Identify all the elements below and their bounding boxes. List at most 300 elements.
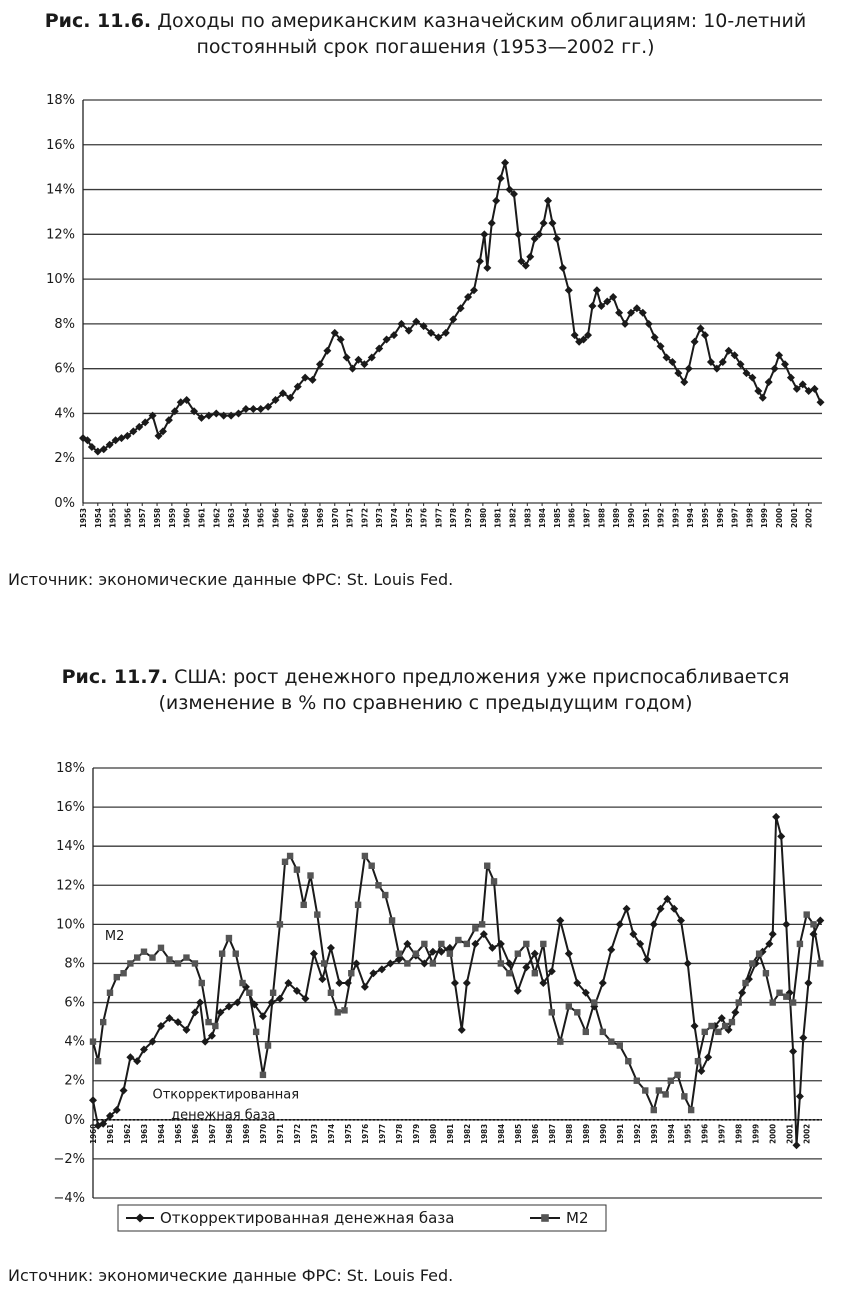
fig2-x-tick-label: 1999 (751, 1123, 761, 1144)
fig2-series-1-point (677, 916, 685, 924)
fig1-y-tick-label: 12% (46, 227, 75, 243)
fig2-series-2-point (608, 1038, 614, 1044)
m2-annotation: M2 (104, 929, 125, 944)
fig2-series-2-point (375, 882, 381, 888)
fig1-number: Рис. 11.6. (44, 10, 152, 32)
fig1-series-1-point (316, 360, 324, 368)
fig2-series-2-point (368, 863, 374, 869)
fig2-x-tick-label: 1983 (479, 1123, 489, 1144)
fig2-series-2-point (95, 1058, 101, 1064)
fig1-x-tick-label: 1953 (79, 508, 88, 529)
fig1-series-1-point (553, 235, 561, 243)
fig2-series-2-point (662, 1091, 668, 1097)
fig2-series-2-point (183, 954, 189, 960)
fig2-series-2-point (430, 960, 436, 966)
fig1-x-tick-label: 1959 (167, 508, 177, 529)
base-annotation-line1: Откорректированная (152, 1087, 300, 1103)
fig2-series-2-point (464, 941, 470, 947)
fig1-y-tick-label: 4% (54, 406, 75, 422)
fig1-title (0, 8, 851, 60)
fig2-x-tick-label: 1981 (445, 1123, 455, 1144)
fig1-series-1-point (765, 378, 773, 386)
fig2-y-tick-label: 16% (56, 800, 85, 816)
fig2-series-2-point (348, 970, 354, 976)
fig1-x-tick-label: 1998 (745, 508, 755, 529)
fig2-series-1-point (650, 920, 658, 928)
fig1-x-tick-label: 1958 (153, 508, 163, 529)
fig2-x-tick-label: 1967 (207, 1123, 217, 1144)
fig2-y-tick-label: 18% (56, 761, 85, 776)
fig1-series-1-point (249, 405, 257, 413)
fig1-x-tick-label: 1995 (701, 508, 711, 529)
fig1-series-1-point (492, 197, 500, 205)
fig1-x-tick-label: 1979 (464, 508, 474, 529)
fig2-series-1-point (643, 956, 651, 964)
fig1-source: Источник: экономические данные ФРС: St. Louis Fed. (8, 570, 454, 589)
fig2-series-2-point (540, 941, 546, 947)
fig1-series-1-point (588, 302, 596, 310)
fig2-series-1-point (565, 950, 573, 958)
fig1-x-tick-label: 1991 (641, 508, 651, 529)
fig1-y-tick-label: 16% (46, 137, 75, 153)
fig2-series-1-point (463, 979, 471, 987)
fig2-series-2-point (134, 954, 140, 960)
fig2-x-tick-label: 1960 (89, 1123, 98, 1144)
fig2-y-tick-label: 6% (64, 995, 85, 1011)
fig2-series-1-point (777, 832, 785, 840)
fig2-series-2-point (239, 980, 245, 986)
fig1-series-1-point (501, 159, 509, 167)
fig2-series-2-point (491, 878, 497, 884)
fig2-y-tick-label: −4% (53, 1191, 85, 1206)
fig1-x-tick-label: 1972 (360, 508, 370, 529)
fig1-x-tick-label: 1977 (434, 508, 444, 529)
fig2-series-2-point (742, 980, 748, 986)
fig1-x-tick-label: 1997 (730, 508, 740, 529)
fig2-x-tick-label: 1972 (292, 1123, 302, 1144)
fig2-series-2-point (447, 950, 453, 956)
fig2-y-tick-label: 4% (64, 1034, 85, 1050)
fig1-series-1-point (480, 230, 488, 238)
fig2-series-1-point (276, 995, 284, 1003)
fig2-y-tick-label: −2% (53, 1151, 85, 1167)
fig2-series-2-point (702, 1029, 708, 1035)
fig2-series-1-point (789, 1047, 797, 1055)
fig1-x-tick-label: 1966 (271, 508, 281, 529)
fig1-x-tick-label: 1994 (686, 508, 696, 529)
fig1-x-tick-label: 1963 (227, 508, 237, 529)
fig2-series-2-point (438, 941, 444, 947)
fig2-series-2-point (674, 1072, 680, 1078)
fig2-series-2-point (90, 1038, 96, 1044)
fig1-y-tick-label: 6% (54, 361, 75, 377)
fig2-series-2-point (355, 902, 361, 908)
fig1-x-tick-label: 1990 (626, 508, 636, 529)
fig2-series-2-point (307, 872, 313, 878)
legend-series1-label: Откорректированная денежная база (160, 1209, 455, 1227)
fig1-series-1-point (771, 365, 779, 373)
fig1-series-1-point (483, 264, 491, 272)
fig2-series-1-point (458, 1026, 466, 1034)
fig2-series-2-point (804, 911, 810, 917)
fig2-series-2-point (523, 941, 529, 947)
fig2-series-2-point (715, 1029, 721, 1035)
fig2-series-1-point (196, 999, 204, 1007)
fig2-series-1-point (684, 959, 692, 967)
fig1-x-tick-label: 1955 (108, 508, 118, 529)
fig1-series-1-point (817, 398, 825, 406)
fig2-series-2-point (783, 993, 789, 999)
fig1-title-text2: постоянный срок погашения (1953—2002 гг.) (196, 36, 655, 58)
fig1-chart (0, 78, 851, 598)
fig2-x-tick-label: 1997 (717, 1123, 727, 1144)
fig1-y-tick-label: 2% (54, 451, 75, 467)
fig2-series-2-point (362, 853, 368, 859)
fig2-series-2-point (651, 1107, 657, 1113)
legend (118, 1205, 606, 1231)
fig2-series-2-point (120, 970, 126, 976)
fig2-x-tick-label: 1978 (394, 1123, 404, 1144)
fig2-series-2-point (404, 960, 410, 966)
fig2-x-tick-label: 1977 (377, 1123, 387, 1144)
fig2-series-2-point (695, 1058, 701, 1064)
fig1-x-tick-label: 1964 (241, 508, 251, 529)
fig2-series-2-point (722, 1023, 728, 1029)
fig1-series-1-point (309, 376, 317, 384)
fig2-x-tick-label: 2000 (768, 1123, 778, 1144)
fig1-series-1-point (540, 219, 548, 227)
fig1-x-tick-label: 1965 (256, 508, 266, 529)
fig1-y-tick-label: 14% (46, 182, 75, 198)
fig1-x-tick-label: 1967 (286, 508, 296, 529)
fig2-series-1-point (126, 1053, 134, 1061)
fig2-x-tick-label: 1971 (275, 1123, 285, 1144)
fig2-series-1-point (318, 975, 326, 983)
fig2-series-2-point (328, 990, 334, 996)
fig2-series-2-point (797, 941, 803, 947)
fig2-series-2-point (498, 960, 504, 966)
fig1-x-tick-label: 1978 (449, 508, 459, 529)
fig2-series-2-point (334, 1009, 340, 1015)
fig2-x-tick-label: 1998 (734, 1123, 744, 1144)
fig2-series-2-point (226, 935, 232, 941)
fig2-title-text2: (изменение в % по сравнению с предыдущим годом) (158, 692, 693, 714)
fig1-series-1-point (691, 338, 699, 346)
fig2-series-2-point (574, 1009, 580, 1015)
fig2-series-2-point (205, 1019, 211, 1025)
fig1-series-1-point (323, 347, 331, 355)
fig1-x-tick-label: 1986 (567, 508, 577, 529)
fig2-series-2-point (776, 990, 782, 996)
fig1-x-tick-label: 1982 (508, 508, 518, 529)
fig1-x-tick-label: 1983 (523, 508, 533, 529)
fig1-x-tick-label: 1962 (212, 508, 222, 529)
fig2-series-2-point (817, 960, 823, 966)
fig2-series-2-point (199, 980, 205, 986)
fig2-x-tick-label: 1988 (564, 1123, 574, 1144)
fig2-series-2-point (389, 917, 395, 923)
fig2-series-1-point (772, 813, 780, 821)
fig2-x-tick-label: 1975 (343, 1123, 353, 1144)
fig1-x-tick-label: 1976 (419, 508, 429, 529)
fig2-series-1-point (816, 916, 824, 924)
fig2-series-2-point (642, 1087, 648, 1093)
fig2-x-tick-label: 1966 (190, 1123, 200, 1144)
fig2-series-2-point (472, 925, 478, 931)
fig1-x-tick-label: 1996 (715, 508, 725, 529)
fig2-series-2-point (736, 999, 742, 1005)
fig2-series-2-point (770, 999, 776, 1005)
fig1-x-tick-label: 1988 (597, 508, 607, 529)
fig1-x-tick-label: 1968 (301, 508, 311, 529)
fig2-series-1-point (599, 979, 607, 987)
fig2-x-tick-label: 2002 (802, 1123, 812, 1144)
fig1-series-1-point (514, 230, 522, 238)
legend-series2-label: M2 (566, 1209, 589, 1227)
fig2-series-2-point (100, 1019, 106, 1025)
fig2-series-2-point (625, 1058, 631, 1064)
fig2-series-2-point (107, 990, 113, 996)
fig2-x-tick-label: 1969 (241, 1123, 251, 1144)
fig2-x-tick-label: 1982 (462, 1123, 472, 1144)
fig2-y-tick-label: 12% (56, 878, 85, 894)
fig2-x-tick-label: 1985 (513, 1123, 523, 1144)
fig2-x-tick-label: 1986 (530, 1123, 540, 1144)
fig1-x-tick-label: 2002 (804, 508, 814, 529)
fig1-x-tick-label: 1980 (478, 508, 488, 529)
fig2-series-2-point (233, 950, 239, 956)
fig2-series-2-point (287, 853, 293, 859)
fig2-title-line1 (0, 664, 851, 690)
fig1-title-text1: Доходы по американским казначейским облигациям: 10-летний (157, 10, 807, 32)
fig2-series-2-point (127, 960, 133, 966)
fig2-x-tick-label: 1989 (581, 1123, 591, 1144)
fig2-title-text1: США: рост денежного предложения уже приспосабливается (174, 666, 790, 688)
fig2-series-2-point (756, 950, 762, 956)
fig2-series-2-point (149, 954, 155, 960)
fig1-x-tick-label: 1985 (552, 508, 562, 529)
fig1-x-tick-label: 1973 (375, 508, 385, 529)
fig2-x-tick-label: 1976 (360, 1123, 370, 1144)
fig1-x-tick-label: 1974 (390, 508, 400, 529)
fig2-x-tick-label: 1996 (700, 1123, 710, 1144)
fig2-series-2-point (421, 941, 427, 947)
fig2-x-tick-label: 1963 (139, 1123, 149, 1144)
fig2-series-2-point (810, 921, 816, 927)
fig1-series-1-point (621, 320, 629, 328)
fig2-x-tick-label: 1987 (547, 1123, 557, 1144)
fig2-series-1-point (514, 987, 522, 995)
fig1-y-tick-label: 0% (54, 496, 75, 511)
fig2-series-2-point (158, 945, 164, 951)
fig2-series-1-point (623, 905, 631, 913)
fig2-x-tick-label: 1973 (309, 1123, 319, 1144)
fig1-series-1-point (476, 257, 484, 265)
base-annotation-line2: денежная база (171, 1107, 276, 1123)
fig2-series-2-point (413, 950, 419, 956)
fig2-x-tick-label: 1980 (428, 1123, 438, 1144)
fig2-series-2-point (749, 960, 755, 966)
fig2-series-1-point (335, 979, 343, 987)
fig1-x-tick-label: 1954 (93, 508, 103, 529)
fig2-series-2-point (591, 999, 597, 1005)
fig2-series-2-point (455, 937, 461, 943)
fig1-series-1-point (488, 219, 496, 227)
fig1-y-tick-label: 8% (54, 316, 75, 332)
fig2-y-tick-label: 8% (64, 956, 85, 972)
fig2-x-tick-label: 1995 (683, 1123, 693, 1144)
fig2-series-2-point (790, 999, 796, 1005)
fig1-series-1-point (685, 365, 693, 373)
fig2-series-2-point (175, 960, 181, 966)
fig2-series-2-point (549, 1009, 555, 1015)
fig1-x-tick-label: 1989 (612, 508, 622, 529)
fig2-series-1-point (191, 1008, 199, 1016)
fig2-series-1-point (616, 920, 624, 928)
fig2-series-2-point (270, 990, 276, 996)
fig1-x-tick-label: 1981 (493, 507, 503, 529)
fig2-chart (0, 752, 851, 1272)
fig1-x-tick-label: 1992 (656, 508, 666, 529)
fig1-series-1-point (548, 219, 556, 227)
fig2-x-tick-label: 1974 (326, 1123, 336, 1144)
fig1-x-tick-label: 1971 (345, 508, 355, 529)
fig2-series-2-point (314, 911, 320, 917)
fig2-series-2-point (114, 974, 120, 980)
fig2-series-2-point (708, 1023, 714, 1029)
fig1-series-1-point (565, 286, 573, 294)
fig2-series-2-point (253, 1029, 259, 1035)
fig2-series-1-point (782, 920, 790, 928)
fig2-series-1-point (796, 1092, 804, 1100)
fig2-series-2-point (192, 960, 198, 966)
fig2-series-1-point (697, 1067, 705, 1075)
fig2-series-2-point (656, 1087, 662, 1093)
fig1-series-1-point (787, 374, 795, 382)
fig1-series-1-point (212, 409, 220, 417)
fig1-x-tick-label: 2000 (775, 508, 785, 529)
fig1-title-line1 (0, 8, 851, 34)
fig1-series-1-point (593, 286, 601, 294)
fig2-series-2-point (294, 866, 300, 872)
fig2-series-2-point (166, 956, 172, 962)
fig2-x-tick-label: 1964 (156, 1123, 166, 1144)
fig2-series-2-point (763, 970, 769, 976)
fig1-series-1-point (615, 309, 623, 317)
fig2-series-2-point (479, 921, 485, 927)
fig1-x-tick-label: 1969 (315, 508, 325, 529)
fig2-series-2-point (729, 1019, 735, 1025)
fig2-series-2-point (634, 1078, 640, 1084)
fig2-x-tick-label: 1992 (632, 1123, 642, 1144)
fig2-series-2-point (600, 1029, 606, 1035)
fig2-series-2-point (515, 950, 521, 956)
fig2-series-1-point (556, 916, 564, 924)
fig2-series-1-point (704, 1053, 712, 1061)
fig2-x-tick-label: 1984 (496, 1123, 506, 1144)
fig1-x-tick-label: 1984 (538, 508, 548, 529)
fig2-x-tick-label: 1994 (666, 1123, 676, 1144)
fig2-series-2-point (532, 970, 538, 976)
fig2-series-1-point (327, 944, 335, 952)
fig2-series-2-point (277, 921, 283, 927)
fig2-series-2-point (321, 960, 327, 966)
fig2-x-tick-label: 1965 (173, 1123, 183, 1144)
fig2-y-tick-label: 14% (56, 839, 85, 855)
fig2-x-tick-label: 1979 (411, 1123, 421, 1144)
fig1-x-tick-label: 1956 (123, 508, 133, 529)
fig2-y-tick-label: 2% (64, 1073, 85, 1089)
fig2-series-2-point (583, 1029, 589, 1035)
fig1-x-tick-label: 2001 (789, 508, 799, 529)
fig2-x-tick-label: 1990 (598, 1123, 608, 1144)
fig2-x-tick-label: 1993 (649, 1123, 659, 1144)
fig2-series-2-point (282, 859, 288, 865)
fig2-y-tick-label: 0% (64, 1112, 85, 1128)
fig2-series-2-point (246, 990, 252, 996)
fig1-series-1-point (526, 253, 534, 261)
fig2-x-tick-label: 1968 (224, 1123, 234, 1144)
fig1-x-tick-label: 1957 (138, 508, 148, 529)
fig2-series-2-point (688, 1107, 694, 1113)
fig1-x-tick-label: 1993 (671, 508, 681, 529)
fig2-x-tick-label: 1991 (615, 1123, 625, 1144)
fig2-y-tick-label: 10% (56, 917, 85, 933)
fig1-series-1-point (645, 320, 653, 328)
fig1-x-tick-label: 1987 (582, 508, 592, 529)
fig2-series-2-point (396, 950, 402, 956)
fig1-series-1-point (559, 264, 567, 272)
fig1-x-tick-label: 1970 (330, 508, 340, 529)
fig2-series-1-point (804, 979, 812, 987)
fig2-series-1-point (310, 950, 318, 958)
fig2-x-tick-label: 1961 (105, 1123, 115, 1144)
fig2-x-tick-label: 1962 (122, 1123, 132, 1144)
legend-series2-swatch-marker (541, 1214, 549, 1222)
fig2-series-1-point (133, 1057, 141, 1065)
fig2-series-2-point (341, 1007, 347, 1013)
fig1-series-1-point (257, 405, 265, 413)
fig2-series-2-point (484, 863, 490, 869)
fig1-series-1-point (544, 197, 552, 205)
fig2-series-2-point (557, 1038, 563, 1044)
fig2-series-2-point (382, 892, 388, 898)
fig2-series-1-point (799, 1034, 807, 1042)
fig1-y-tick-label: 10% (46, 272, 75, 288)
fig2-series-2-point (617, 1042, 623, 1048)
fig2-series-1-point (89, 1096, 97, 1104)
fig2-source: Источник: экономические данные ФРС: St. Louis Fed. (8, 1266, 454, 1285)
fig2-series-2-point (219, 950, 225, 956)
fig2-x-tick-label: 2001 (785, 1123, 795, 1144)
fig2-title (0, 664, 851, 716)
fig1-x-tick-label: 1960 (182, 508, 192, 529)
fig2-series-1-point (352, 959, 360, 967)
fig1-x-tick-label: 1999 (760, 508, 770, 529)
fig2-series-2-point (265, 1042, 271, 1048)
fig2-series-2-point (566, 1003, 572, 1009)
fig2-series-1-point (607, 946, 615, 954)
fig1-series-1-point (497, 174, 505, 182)
fig2-series-1-point (769, 930, 777, 938)
fig2-series-2-point (668, 1078, 674, 1084)
fig2-series-1-point (451, 979, 459, 987)
fig1-y-tick-label: 18% (46, 93, 75, 108)
fig2-series-2-point (260, 1072, 266, 1078)
fig2-series-2-point (141, 949, 147, 955)
fig2-series-2-point (212, 1023, 218, 1029)
fig2-series-2-point (506, 970, 512, 976)
